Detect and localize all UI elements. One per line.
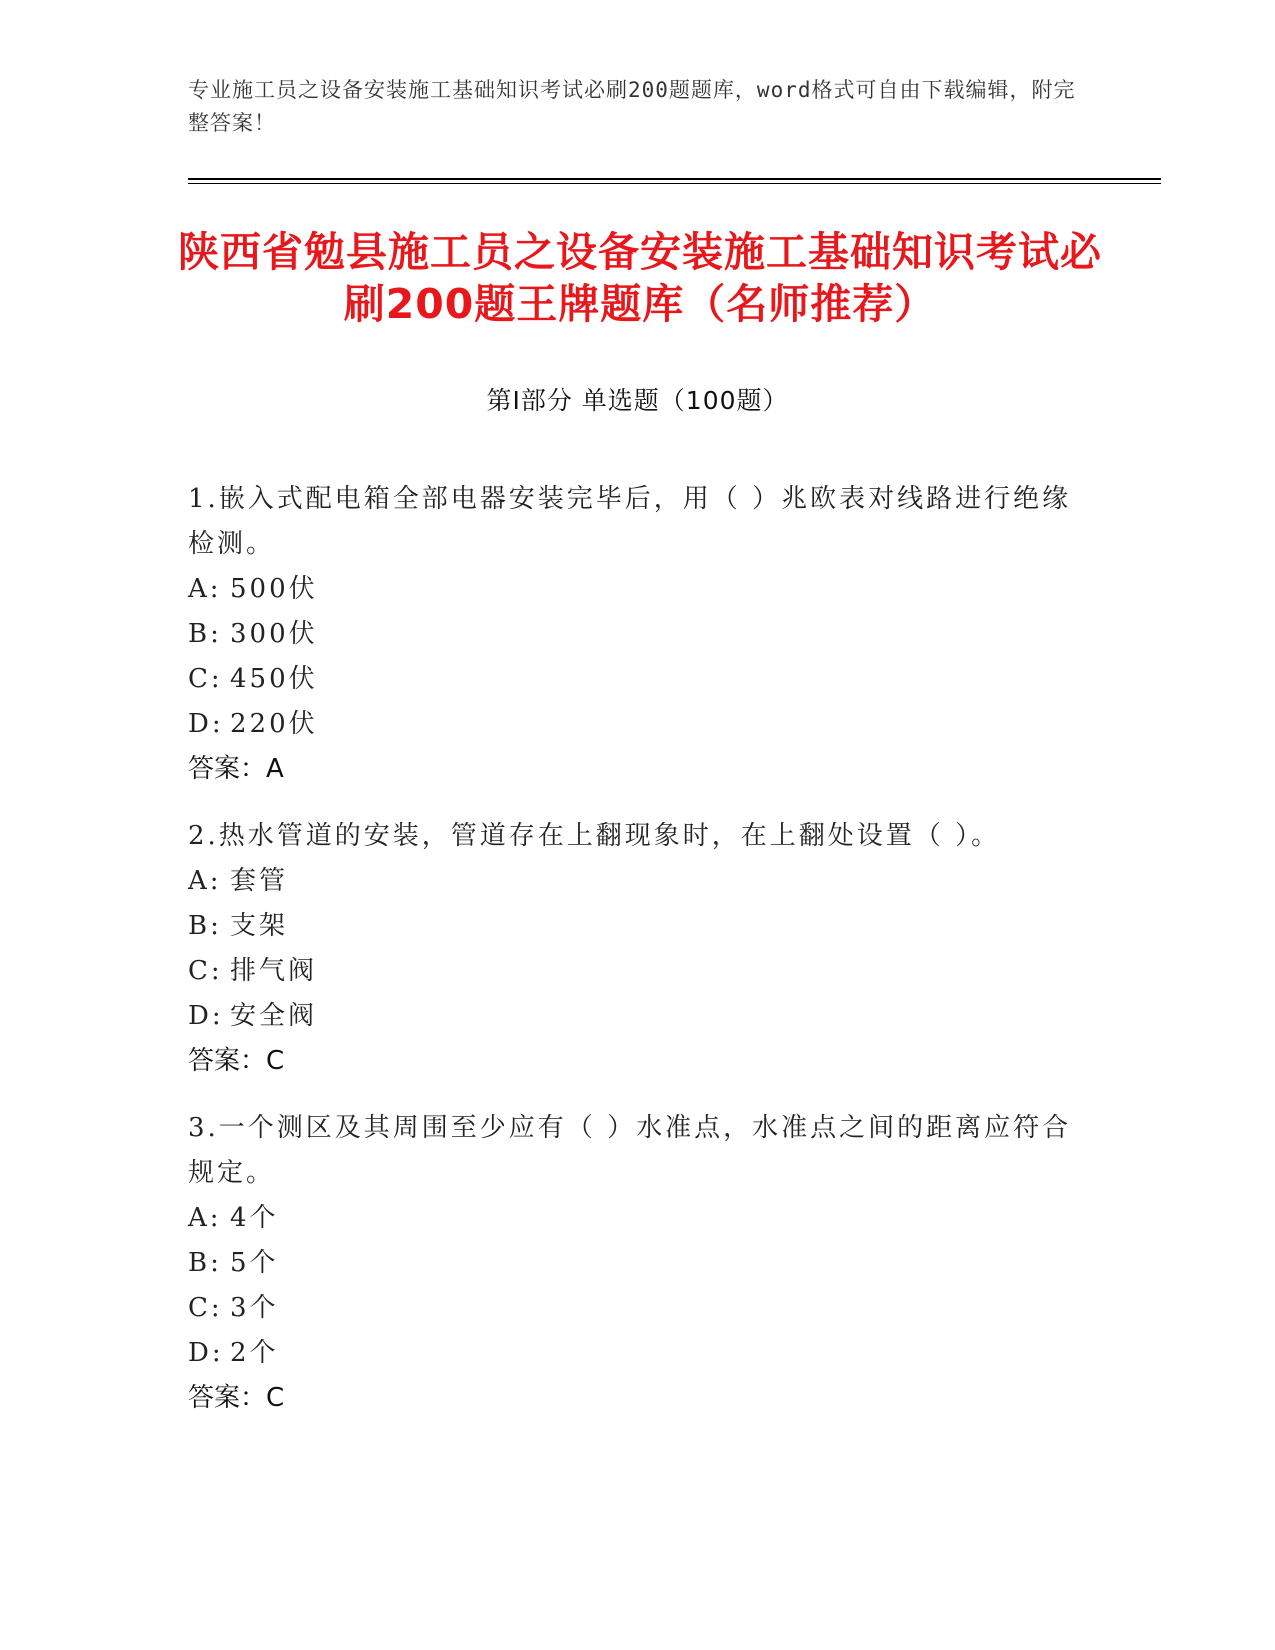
question-answer: 答案：C xyxy=(188,1046,285,1076)
section-heading: 第I部分 单选题（100题） xyxy=(486,386,789,415)
option-letter: D: xyxy=(188,1338,224,1368)
question-option xyxy=(188,567,1088,612)
question-option xyxy=(188,1241,1088,1286)
option-text: 4个 xyxy=(230,1203,279,1233)
question-answer: 答案：C xyxy=(188,1383,285,1413)
option-text: 2个 xyxy=(230,1338,279,1368)
option-letter: D: xyxy=(188,1001,224,1031)
option-letter: C: xyxy=(188,664,223,694)
question-item xyxy=(188,814,1088,1084)
option-text: 3个 xyxy=(230,1293,279,1323)
option-text: 5个 xyxy=(230,1248,279,1278)
option-letter: B: xyxy=(188,1248,222,1278)
option-text: 支架 xyxy=(230,911,289,941)
option-letter: B: xyxy=(188,911,222,941)
question-option xyxy=(188,949,1088,994)
option-letter: A: xyxy=(188,1203,222,1233)
question-stem: 1.嵌入式配电箱全部电器安装完毕后，用（ ）兆欧表对线路进行绝缘检测。 xyxy=(188,484,1072,559)
question-item xyxy=(188,477,1088,792)
option-text: 安全阀 xyxy=(230,1001,318,1031)
option-text: 300伏 xyxy=(230,619,318,649)
option-text: 220伏 xyxy=(230,709,318,739)
document-title: 陕西省勉县施工员之设备安装施工基础知识考试必刷200题王牌题库（名师推荐） xyxy=(178,228,1102,328)
option-letter: D: xyxy=(188,709,224,739)
option-letter: C: xyxy=(188,1293,223,1323)
question-item xyxy=(188,1106,1088,1421)
option-letter: A: xyxy=(188,574,222,604)
question-option xyxy=(188,657,1088,702)
header-rule-thick xyxy=(188,178,1161,180)
question-list xyxy=(188,477,1088,1443)
option-letter: C: xyxy=(188,956,223,986)
question-option xyxy=(188,859,1088,904)
question-option xyxy=(188,994,1088,1039)
question-option xyxy=(188,1196,1088,1241)
option-letter: A: xyxy=(188,866,222,896)
option-text: 450伏 xyxy=(230,664,318,694)
question-answer: 答案：A xyxy=(188,754,284,784)
question-option xyxy=(188,904,1088,949)
question-option xyxy=(188,612,1088,657)
option-text: 套管 xyxy=(230,866,289,896)
option-text: 500伏 xyxy=(230,574,318,604)
header-rule-thin xyxy=(188,183,1161,184)
question-option xyxy=(188,1286,1088,1331)
question-option xyxy=(188,702,1088,747)
option-letter: B: xyxy=(188,619,222,649)
option-text: 排气阀 xyxy=(230,956,318,986)
header-note: 专业施工员之设备安装施工基础知识考试必刷200题题库，word格式可自由下载编辑，附完整答案！ xyxy=(188,78,1076,135)
question-option xyxy=(188,1331,1088,1376)
question-stem: 3.一个测区及其周围至少应有（ ）水准点，水准点之间的距离应符合规定。 xyxy=(188,1113,1072,1188)
question-stem: 2.热水管道的安装，管道存在上翻现象时，在上翻处设置（ ）。 xyxy=(188,821,1001,851)
